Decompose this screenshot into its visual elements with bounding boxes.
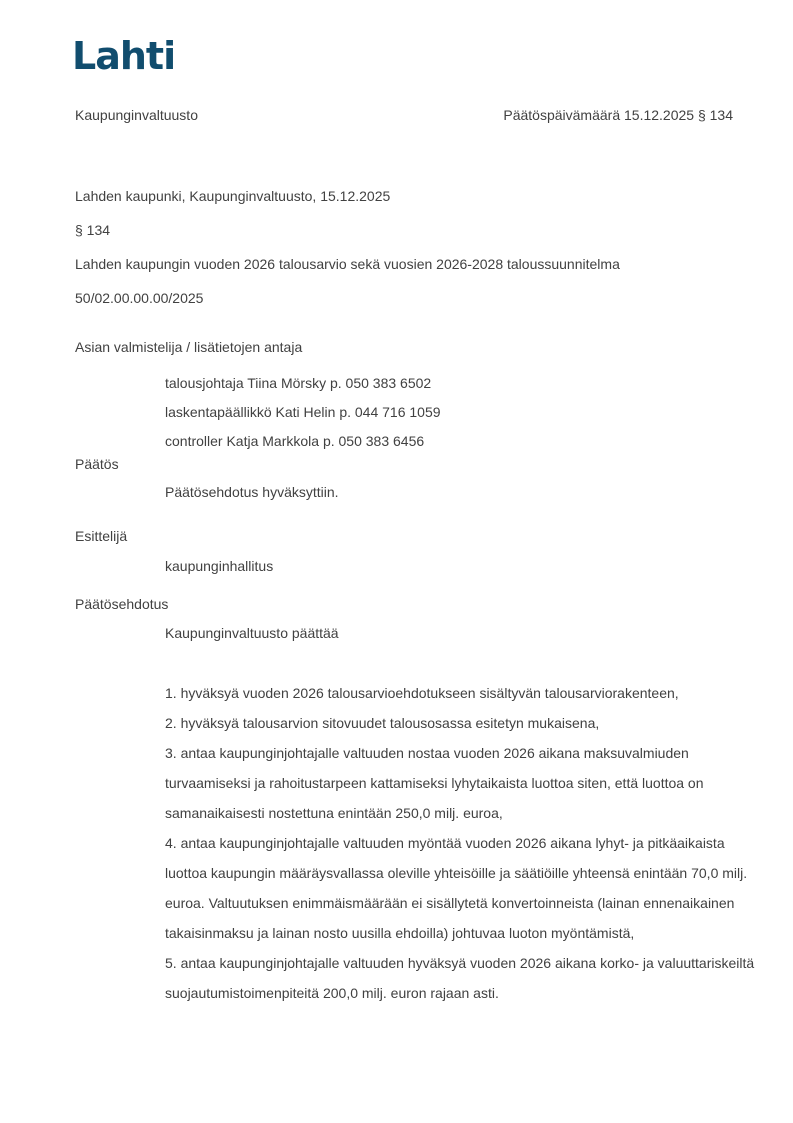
proposal-item-1: 1. hyväksyä vuoden 2026 talousarvioehdotukseen sisältyvän talousarviorakenteen, — [165, 685, 679, 701]
proposal-item-5: 5. antaa kaupunginjohtajalle valtuuden hyväksyä vuoden 2026 aikana korko- ja valuuttariskeiltä suojautumistoimenpiteitä 200,0 milj. euron rajaan asti. — [165, 955, 755, 1001]
presenter-label: Esittelijä — [75, 528, 128, 544]
contact-line: talousjohtaja Tiina Mörsky p. 050 383 6502 — [165, 375, 432, 391]
case-org-line: Lahden kaupunki, Kaupunginvaltuusto, 15.12.2025 — [75, 188, 391, 204]
proposal-item-4: 4. antaa kaupunginjohtajalle valtuuden myöntää vuoden 2026 aikana lyhyt- ja pitkäaikaista luottoa kaupungin määräysvallassa oleville yhteisöille ja säätiöille yhteensä enintään 70,0 milj. euroa. Valtuutuksen enimmäismäärään ei sisällytetä konvertoinneista (lainan ennenaikainen takaisinmaksu ja lainan nosto uusilla ehdoilla) johtuvaa luoton myöntämistä, — [165, 835, 748, 941]
proposal-items — [165, 678, 765, 1008]
preparers-label: Asian valmistelija / lisätietojen antaja — [75, 339, 303, 355]
proposal-item-2: 2. hyväksyä talousarvion sitovuudet talousosassa esitetyn mukaisena, — [165, 715, 600, 731]
contact-line: controller Katja Markkola p. 050 383 6456 — [165, 433, 425, 449]
proposal-label: Päätösehdotus — [75, 596, 169, 612]
decision-label: Päätös — [75, 456, 119, 472]
header-decision-date: Päätöspäivämäärä 15.12.2025 § 134 — [503, 107, 733, 123]
case-header-block — [75, 179, 733, 315]
case-section-number: § 134 — [75, 222, 111, 238]
decision-text: Päätösehdotus hyväksyttiin. — [165, 484, 339, 500]
case-diary-number: 50/02.00.00.00/2025 — [75, 290, 204, 306]
case-title: Lahden kaupungin vuoden 2026 talousarvio sekä vuosien 2026-2028 taloussuunnitelma — [75, 256, 620, 272]
contact-line: laskentapäällikkö Kati Helin p. 044 716 1059 — [165, 404, 441, 420]
proposal-intro: Kaupunginvaltuusto päättää — [165, 625, 339, 641]
proposal-item-3: 3. antaa kaupunginjohtajalle valtuuden nostaa vuoden 2026 aikana maksuvalmiuden turvaamiseksi ja rahoitustarpeen kattamiseksi lyhytaikaista luottoa siten, että luottoa on samanaikaisesti nostettuna enintään 250,0 milj. euroa, — [165, 745, 704, 821]
header-org-name: Kaupunginvaltuusto — [75, 107, 198, 123]
presenter-text: kaupunginhallitus — [165, 558, 274, 574]
lahti-logo: Lahti — [72, 34, 176, 78]
page-header — [75, 107, 733, 123]
preparers-contacts — [165, 369, 441, 456]
